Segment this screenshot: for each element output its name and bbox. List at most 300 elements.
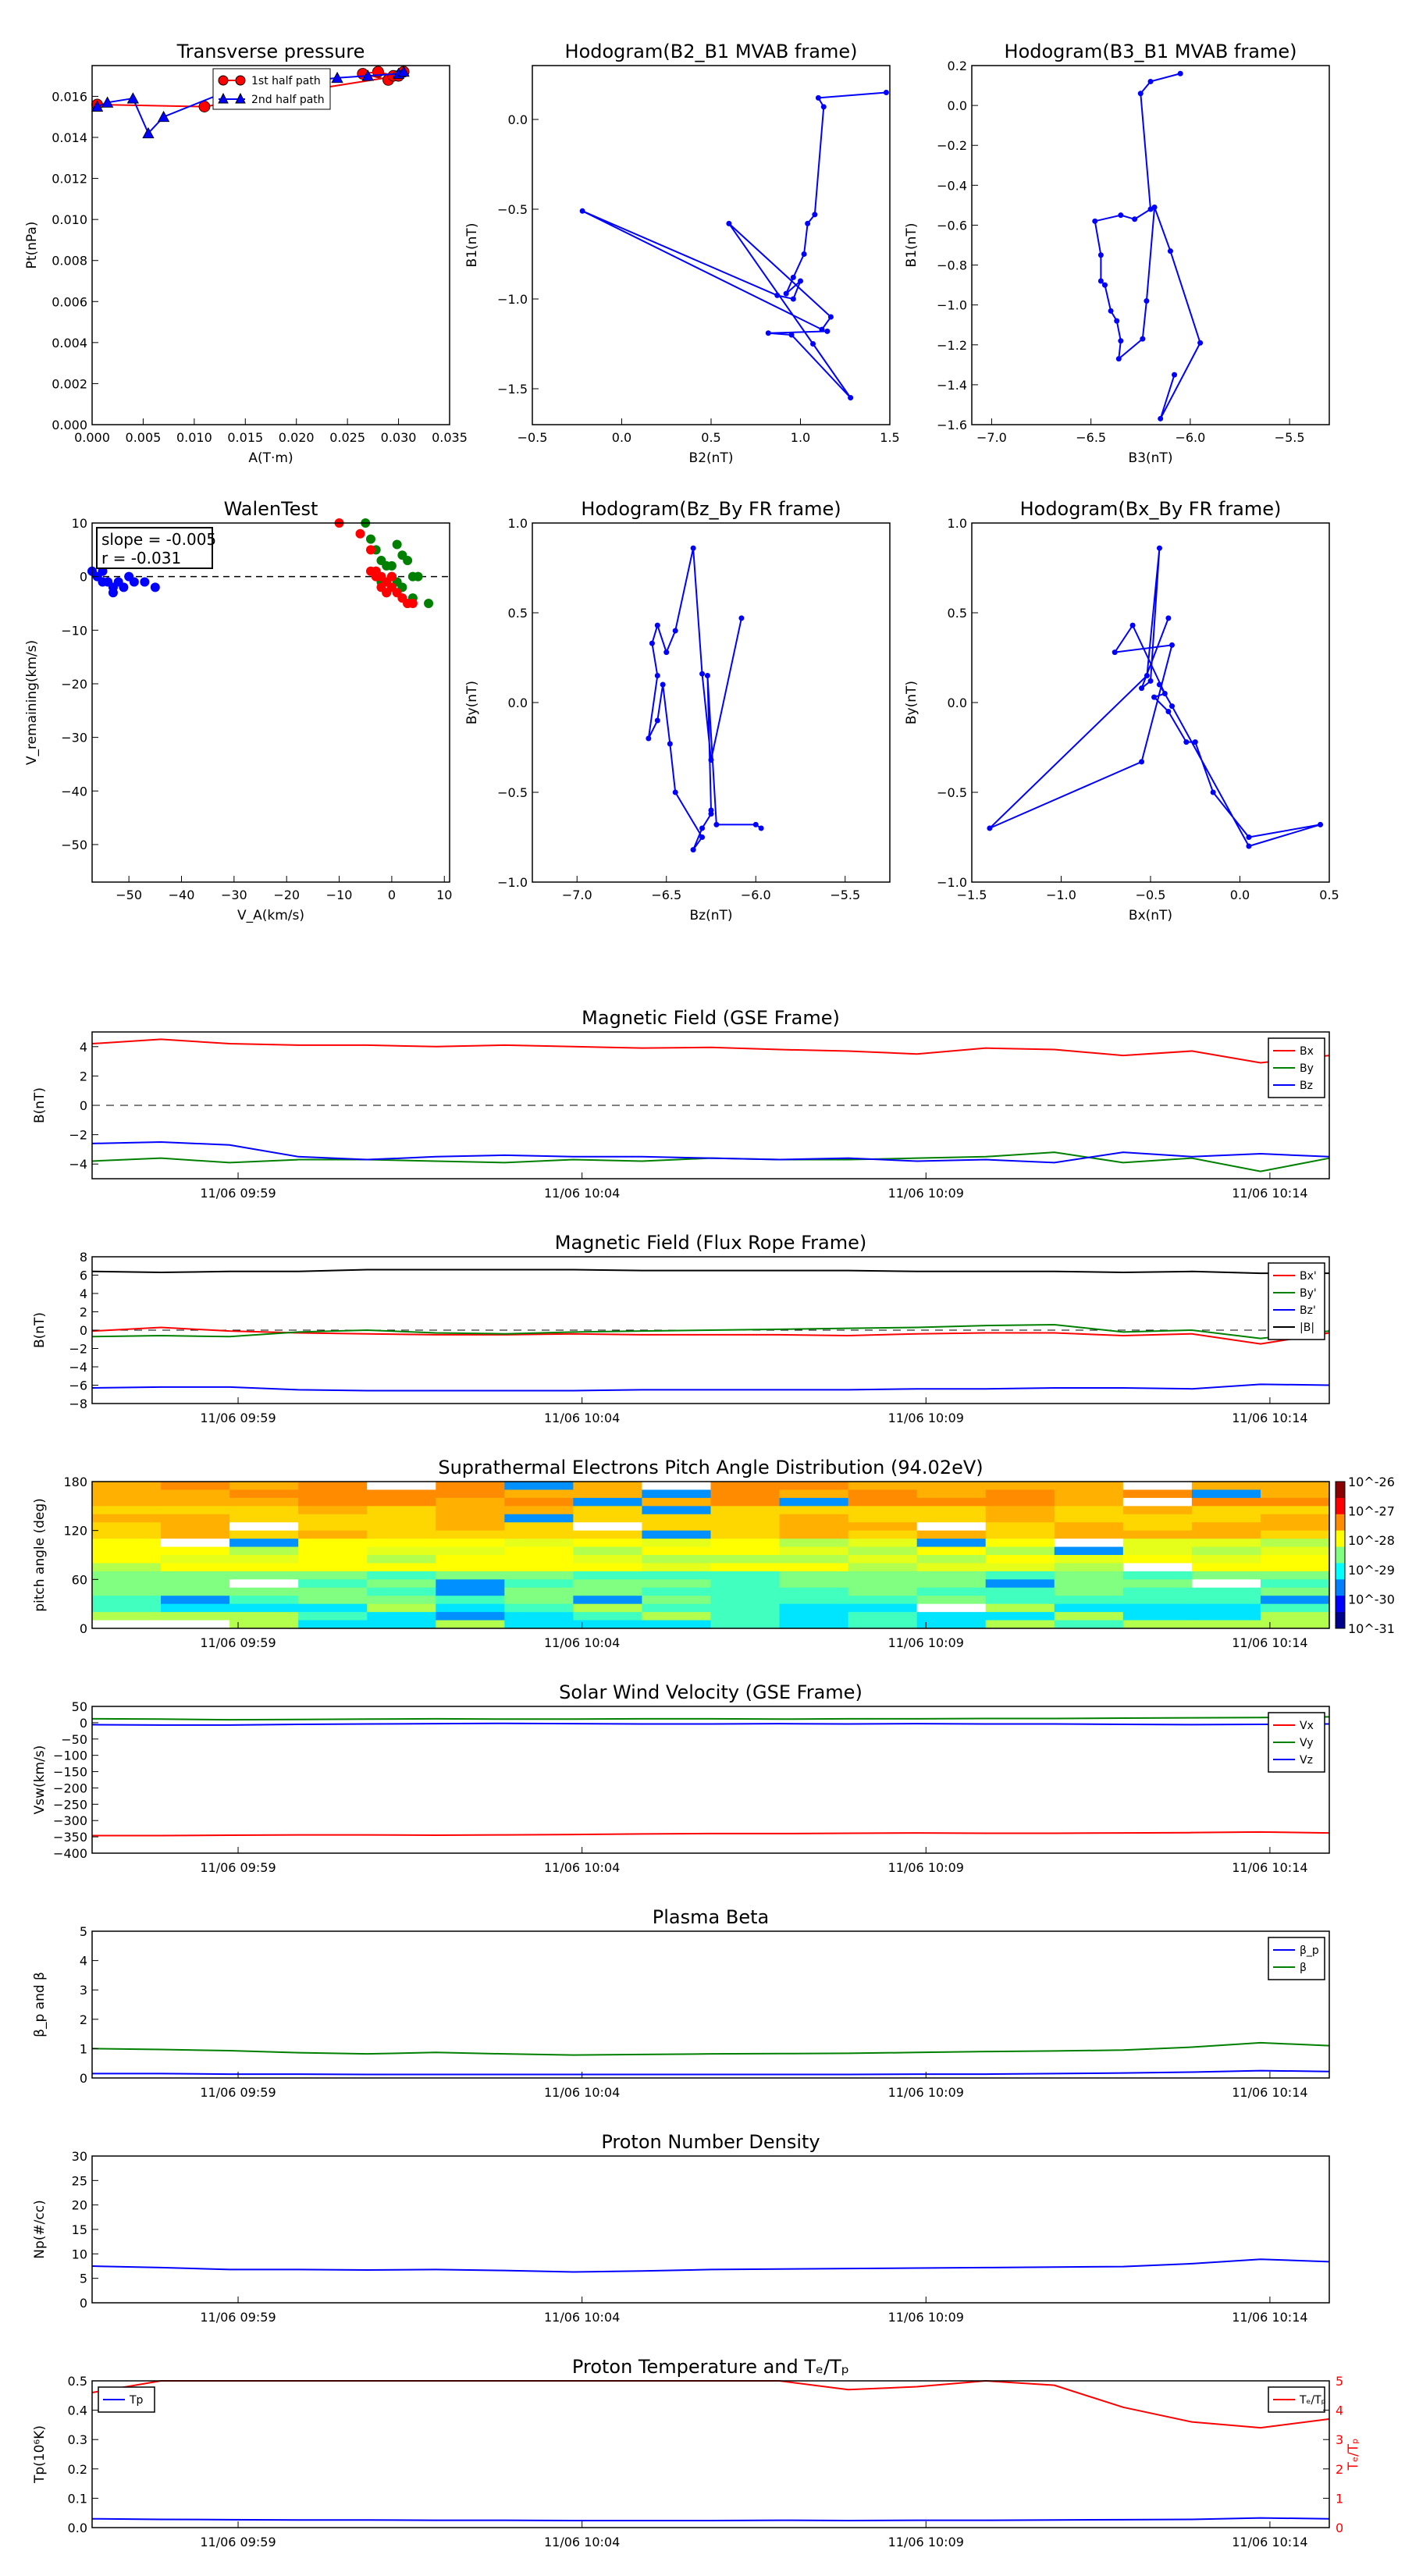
magfr-series-line [92, 1384, 1329, 1390]
h2-ytick-label: −0.4 [937, 178, 967, 194]
pad-heatmap-cell [848, 1596, 918, 1604]
pad-heatmap-cell [298, 1571, 368, 1580]
tp2-series-line [92, 2518, 1329, 2521]
tp-xlabel: A(T·m) [248, 450, 293, 466]
beta-ytick-label: 2 [79, 2012, 87, 2027]
tp-legend [213, 69, 330, 109]
tp2-ytick-label: 0.2 [67, 2461, 87, 2477]
pad-heatmap-cell [573, 1514, 642, 1523]
h3-hodogram-point [655, 673, 660, 678]
walen-annotation [97, 528, 216, 568]
pad-heatmap-cell [642, 1489, 711, 1498]
h4-axes-frame [972, 523, 1329, 882]
h1-hodogram-point [810, 341, 816, 347]
h2-hodogram-point [1114, 318, 1119, 324]
mag-ytick-label: −2 [69, 1127, 87, 1143]
tp-axes-frame [92, 66, 450, 425]
h3-ytick-label: 0.5 [507, 606, 528, 621]
pad-heatmap-cell [161, 1506, 230, 1514]
pad-heatmap-cell [848, 1482, 918, 1490]
h2-plot [1092, 71, 1203, 422]
tp-xtick-label: 0.000 [74, 430, 110, 445]
pad-heatmap-cell [573, 1571, 642, 1580]
walen-ylabel: V_remaining(km/s) [24, 639, 40, 766]
h1-hodogram-point [789, 333, 795, 338]
tp2-y2label: Tₑ/Tₚ [1346, 2438, 1361, 2471]
pad-heatmap-cell [1055, 1514, 1124, 1523]
pad-heatmap-cell [848, 1555, 918, 1564]
vsw-ytick-label: 50 [71, 1699, 87, 1714]
pad-colorbar-label: 10^-29 [1348, 1562, 1395, 1578]
pad-heatmap-cell [573, 1604, 642, 1613]
np-time-tick-label: 11/06 09:59 [200, 2310, 276, 2325]
np-ytick-label: 20 [71, 2197, 87, 2213]
mag-plot [92, 1039, 1329, 1171]
pad-heatmap-cell [917, 1604, 987, 1613]
mag-ylabel: B(nT) [32, 1087, 48, 1124]
pad-heatmap-cell [504, 1571, 574, 1580]
np-ylabel: Np(#/cc) [32, 2200, 48, 2259]
np-time-tick-label: 11/06 10:09 [887, 2310, 964, 2325]
h4-hodogram-point [1165, 709, 1171, 714]
pad-heatmap-cell [642, 1579, 711, 1588]
magfr-ytick-label: −2 [69, 1341, 87, 1357]
pad-heatmap-cell [161, 1604, 230, 1613]
h3-ytick-label: 1.0 [507, 516, 528, 531]
tp2-right-ytick-label: 4 [1336, 2403, 1344, 2418]
h1-xtick-label: 0.0 [611, 430, 632, 445]
h1-xtick-label: 1.5 [880, 430, 900, 445]
tp2-time-tick-label: 11/06 10:09 [887, 2535, 964, 2549]
mag-time-tick-label: 11/06 10:04 [544, 1186, 621, 1201]
pad-colorbar-segment [1336, 1596, 1345, 1612]
pad-heatmap-cell [1123, 1522, 1193, 1531]
h3-xtick-label: −6.0 [740, 888, 771, 902]
pad-heatmap-cell [1192, 1604, 1261, 1613]
pad-heatmap-cell [711, 1612, 781, 1621]
walen-xtick-label: 10 [436, 888, 453, 902]
pad-heatmap-cell [92, 1588, 162, 1596]
vsw-legend [1268, 1713, 1325, 1772]
pad-heatmap-cell [917, 1489, 987, 1498]
walen-point-green [403, 556, 412, 565]
h1-hodogram-point [766, 330, 771, 336]
tp-ytick-label: 0.012 [52, 171, 87, 187]
h4-hodogram-point [1169, 642, 1175, 648]
pad-heatmap-cell [1192, 1588, 1261, 1596]
walen-ytick-label: −10 [61, 623, 87, 639]
pad-heatmap-cell [298, 1506, 368, 1514]
pad-heatmap-cell [161, 1514, 230, 1523]
pad-heatmap-cell [229, 1571, 299, 1580]
pad-heatmap-cell [1261, 1571, 1330, 1580]
walen-point-blue [151, 582, 160, 592]
h1-hodogram-point [726, 221, 731, 226]
mag-legend-label: Bz [1300, 1080, 1313, 1092]
tp-xtick-label: 0.005 [125, 430, 162, 445]
pad-heatmap-cell [917, 1531, 987, 1539]
pad-heatmap-cell [436, 1482, 505, 1490]
pad-heatmap-cell [711, 1482, 781, 1490]
pad-heatmap-cell [161, 1498, 230, 1507]
h3-hodogram-point [738, 615, 744, 621]
h1-hodogram-point [784, 291, 789, 297]
h2-hodogram-point [1132, 216, 1137, 222]
beta-ylabel: β_p and β [32, 1972, 48, 2037]
beta-legend-label: β [1300, 1962, 1307, 1974]
pad-heatmap-cell [917, 1612, 987, 1621]
walen-xtick-label: −20 [273, 888, 301, 902]
mag-title: Magnetic Field (GSE Frame) [582, 1007, 840, 1029]
pad-heatmap-cell [504, 1555, 574, 1564]
pad-heatmap-cell [917, 1547, 987, 1556]
vsw-legend-label: Vz [1300, 1754, 1313, 1767]
pad-heatmap-cell [1055, 1547, 1124, 1556]
vsw-ytick-label: −150 [53, 1764, 87, 1780]
pad-heatmap-cell [711, 1514, 781, 1523]
pad-heatmap-cell [1261, 1506, 1330, 1514]
walen-point-red [387, 572, 397, 582]
pad-heatmap-cell [917, 1514, 987, 1523]
walen-xlabel: V_A(km/s) [237, 908, 305, 923]
pad-heatmap-cell [1055, 1506, 1124, 1514]
h4-hodogram-point [1144, 673, 1150, 678]
pad-heatmap-cell [504, 1621, 574, 1629]
magfr-legend [1268, 1263, 1325, 1340]
tp2-legend-label: Tp [130, 2394, 144, 2407]
pad-heatmap-cell [1055, 1612, 1124, 1621]
h3-hodogram-point [713, 822, 719, 827]
np-title: Proton Number Density [601, 2131, 820, 2153]
pad-heatmap-cell [436, 1621, 505, 1629]
h3-hodogram-point [753, 822, 759, 827]
h2-hodogram-line [1095, 73, 1200, 418]
np-plot [92, 2259, 1329, 2272]
pad-heatmap-cell [229, 1563, 299, 1571]
pad-heatmap-cell [161, 1482, 230, 1490]
pad-heatmap-cell [298, 1596, 368, 1604]
pad-heatmap-cell [1261, 1621, 1330, 1629]
pad-heatmap-cell [1055, 1604, 1124, 1613]
pad-heatmap-cell [229, 1621, 299, 1629]
pad-heatmap-cell [298, 1489, 368, 1498]
pad-heatmap-cell [298, 1621, 368, 1629]
h4-ytick-label: 0.5 [947, 606, 967, 621]
pad-heatmap-cell [780, 1514, 849, 1523]
pad-heatmap-cell [367, 1531, 436, 1539]
pad-heatmap-cell [986, 1563, 1055, 1571]
h3-hodogram-point [646, 736, 651, 742]
pad-colorbar-segment [1336, 1482, 1345, 1498]
pad-heatmap-cell [780, 1579, 849, 1588]
pad-heatmap-cell [780, 1506, 849, 1514]
h2-xtick-label: −7.0 [976, 430, 1007, 445]
pad-heatmap-cell [848, 1621, 918, 1629]
h1-hodogram-line [582, 93, 886, 398]
beta-ytick-label: 3 [79, 1983, 87, 1998]
pad-time-tick-label: 11/06 09:59 [200, 1635, 276, 1650]
h4-hodogram-point [1157, 682, 1162, 688]
tp-ytick-label: 0.004 [52, 335, 87, 350]
pad-heatmap-cell [780, 1489, 849, 1498]
pad-heatmap-cell [642, 1514, 711, 1523]
mag-legend-label: Bx [1300, 1045, 1314, 1058]
pad-heatmap-cell [573, 1579, 642, 1588]
mag-ytick-label: 2 [79, 1069, 87, 1084]
walen-xtick-label: −10 [325, 888, 353, 902]
tp2-right-legend-label: Tₑ/Tₚ [1300, 2394, 1326, 2407]
tp2-ylabel: Tp(10⁶K) [32, 2425, 48, 2484]
pad-heatmap-cell [92, 1571, 162, 1580]
pad-heatmap-cell [367, 1522, 436, 1531]
pad-heatmap-cell [1261, 1588, 1330, 1596]
pad-heatmap-cell [1055, 1596, 1124, 1604]
h2-hodogram-point [1108, 308, 1114, 314]
h1-plot [580, 90, 889, 400]
pad-colorbar-label: 10^-27 [1348, 1503, 1395, 1519]
pad-heatmap-cell [1261, 1579, 1330, 1588]
pad-heatmap-cell [436, 1489, 505, 1498]
pad-heatmap-cell [504, 1489, 574, 1498]
pad-heatmap-cell [642, 1555, 711, 1564]
magfr-series-line [92, 1325, 1329, 1339]
h4-xtick-label: −1.5 [956, 888, 987, 902]
h3-hodogram-point [705, 673, 710, 678]
h2-ytick-label: −1.2 [937, 337, 967, 353]
pad-heatmap-cell [1123, 1489, 1193, 1498]
beta-series-line [92, 2071, 1329, 2075]
pad-heatmap-cell [504, 1506, 574, 1514]
pad-heatmap-cell [92, 1604, 162, 1613]
h3-xtick-label: −6.5 [651, 888, 682, 902]
pad-heatmap-cell [92, 1596, 162, 1604]
vsw-plot [92, 1717, 1329, 1835]
beta-axes-frame [92, 1931, 1329, 2078]
h1-hodogram-point [848, 395, 853, 400]
pad-heatmap-cell [1123, 1482, 1193, 1490]
tp2-ytick-label: 0.3 [67, 2432, 87, 2448]
pad-heatmap-cell [298, 1563, 368, 1571]
tp2-ytick-label: 0.5 [67, 2374, 87, 2389]
pad-heatmap-cell [298, 1612, 368, 1621]
tp2-ytick-label: 0.1 [67, 2491, 87, 2507]
pad-heatmap-cell [986, 1539, 1055, 1547]
h3-hodogram-point [691, 847, 696, 852]
tp-xtick-label: 0.030 [380, 430, 417, 445]
pad-heatmap-cell [848, 1489, 918, 1498]
pad-heatmap-cell [436, 1539, 505, 1547]
pad-heatmap-cell [642, 1596, 711, 1604]
pad-heatmap-cell [711, 1531, 781, 1539]
np-time-tick-label: 11/06 10:14 [1232, 2310, 1308, 2325]
pad-heatmap-cell [1261, 1514, 1330, 1523]
pad-heatmap-cell [298, 1482, 368, 1490]
pad-heatmap-cell [436, 1506, 505, 1514]
pad-heatmap-cell [780, 1588, 849, 1596]
pad-heatmap-cell [848, 1506, 918, 1514]
pad-heatmap-cell [986, 1489, 1055, 1498]
pad-colorbar [1336, 1475, 1395, 1636]
tp2-right-legend [1268, 2387, 1326, 2412]
tp2-time-tick-label: 11/06 10:14 [1232, 2535, 1308, 2549]
h3-hodogram-point [649, 641, 655, 646]
vsw-ytick-label: −100 [53, 1748, 87, 1763]
pad-heatmap-cell [780, 1604, 849, 1613]
pad-plot [92, 1482, 1330, 1629]
mag-ytick-label: −4 [69, 1157, 87, 1172]
pad-heatmap-cell [1123, 1596, 1193, 1604]
pad-heatmap-cell [1261, 1482, 1330, 1490]
pad-ytick-label: 60 [71, 1572, 87, 1588]
mag-time-tick-label: 11/06 09:59 [200, 1186, 276, 1201]
pad-ylabel: pitch angle (deg) [32, 1498, 48, 1612]
pad-heatmap-cell [367, 1514, 436, 1523]
h4-hodogram-point [1183, 739, 1189, 745]
h3-hodogram-point [660, 682, 666, 688]
tp2-plot [92, 2381, 1329, 2521]
pad-heatmap-cell [780, 1596, 849, 1604]
pad-colorbar-segment [1336, 1531, 1345, 1547]
pad-heatmap-cell [780, 1531, 849, 1539]
pad-heatmap-cell [436, 1588, 505, 1596]
pad-heatmap-cell [848, 1547, 918, 1556]
pad-heatmap-cell [573, 1531, 642, 1539]
walen-title: WalenTest [223, 498, 318, 520]
np-axes-frame [92, 2156, 1329, 2303]
h2-ytick-label: −0.6 [937, 218, 967, 233]
pad-heatmap-cell [711, 1498, 781, 1507]
pad-heatmap-cell [1261, 1555, 1330, 1564]
vsw-legend-label: Vx [1300, 1720, 1314, 1732]
tp2-right-ytick-label: 0 [1336, 2521, 1344, 2535]
tp-ytick-label: 0.008 [52, 253, 87, 269]
walen-ytick-label: −50 [61, 837, 87, 852]
h3-hodogram-point [709, 757, 714, 763]
pad-heatmap-cell [711, 1506, 781, 1514]
pad-heatmap-cell [92, 1506, 162, 1514]
h1-hodogram-point [824, 329, 830, 334]
pad-heatmap-cell [161, 1579, 230, 1588]
pad-heatmap-cell [92, 1482, 162, 1490]
h4-plot [987, 546, 1323, 849]
magfr-ytick-label: 8 [79, 1250, 87, 1265]
walen-point-green [424, 599, 433, 608]
pad-heatmap-cell [504, 1604, 574, 1613]
h4-hodogram-point [1162, 691, 1168, 696]
pad-heatmap-cell [161, 1522, 230, 1531]
magfr-ylabel: B(nT) [32, 1311, 48, 1349]
pad-heatmap-cell [1192, 1571, 1261, 1580]
beta-series-line [92, 2043, 1329, 2055]
pad-heatmap-cell [504, 1482, 574, 1490]
pad-heatmap-cell [1192, 1489, 1261, 1498]
h3-ytick-label: −1.0 [497, 875, 528, 890]
h2-hodogram-point [1158, 416, 1163, 422]
h2-hodogram-point [1092, 219, 1097, 224]
pad-heatmap-cell [986, 1612, 1055, 1621]
pad-heatmap-cell [642, 1506, 711, 1514]
magfr-title: Magnetic Field (Flux Rope Frame) [554, 1232, 867, 1254]
pad-heatmap-cell [573, 1522, 642, 1531]
h1-ylabel: B1(nT) [464, 222, 480, 268]
tp-xtick-label: 0.035 [432, 430, 468, 445]
pad-heatmap-cell [780, 1555, 849, 1564]
h4-title: Hodogram(Bx_By FR frame) [1019, 498, 1282, 520]
tp2-ytick-label: 0.4 [67, 2403, 87, 2418]
np-ytick-label: 15 [71, 2222, 87, 2237]
walen-ytick-label: 0 [79, 569, 87, 585]
walen-point-red [408, 599, 418, 608]
pad-heatmap-cell [1123, 1571, 1193, 1580]
magfr-ytick-label: −4 [69, 1360, 87, 1375]
pad-heatmap-cell [1261, 1563, 1330, 1571]
pad-heatmap-cell [711, 1555, 781, 1564]
h1-hodogram-point [828, 315, 834, 320]
pad-heatmap-cell [298, 1514, 368, 1523]
tp2-legend [98, 2387, 155, 2412]
tp2-title: Proton Temperature and Tₑ/Tₚ [571, 2356, 850, 2378]
pad-heatmap-cell [1261, 1498, 1330, 1507]
pad-heatmap-cell [1192, 1522, 1261, 1531]
h2-xtick-label: −6.0 [1175, 430, 1206, 445]
pad-heatmap-cell [1192, 1482, 1261, 1490]
h3-ylabel: By(nT) [464, 680, 480, 725]
pad-heatmap-cell [848, 1604, 918, 1613]
pad-heatmap-cell [642, 1498, 711, 1507]
h1-hodogram-point [819, 327, 824, 333]
vsw-time-tick-label: 11/06 09:59 [200, 1860, 276, 1875]
pad-heatmap-cell [642, 1588, 711, 1596]
pad-heatmap-cell [229, 1539, 299, 1547]
h4-ylabel: By(nT) [904, 680, 919, 725]
np-ytick-label: 0 [79, 2296, 87, 2311]
pad-heatmap-cell [986, 1531, 1055, 1539]
pad-heatmap-cell [986, 1621, 1055, 1629]
pad-heatmap-cell [504, 1612, 574, 1621]
pad-colorbar-segment [1336, 1612, 1345, 1628]
h2-hodogram-point [1140, 336, 1145, 342]
magfr-ytick-label: 0 [79, 1323, 87, 1338]
h2-ytick-label: 0.2 [947, 59, 967, 73]
pad-heatmap-cell [642, 1522, 711, 1531]
h2-xtick-label: −5.5 [1274, 430, 1305, 445]
pad-heatmap-cell [848, 1563, 918, 1571]
pad-heatmap-cell [92, 1621, 162, 1629]
h3-xlabel: Bz(nT) [689, 908, 733, 923]
pad-heatmap-cell [229, 1547, 299, 1556]
vsw-ytick-label: −50 [61, 1731, 87, 1747]
pad-heatmap-cell [573, 1596, 642, 1604]
pad-heatmap-cell [711, 1571, 781, 1580]
pad-heatmap-cell [504, 1522, 574, 1531]
pad-heatmap-cell [848, 1531, 918, 1539]
mag-series-line [92, 1152, 1329, 1171]
pad-heatmap-cell [848, 1514, 918, 1523]
beta-time-tick-label: 11/06 10:14 [1232, 2085, 1308, 2100]
pad-heatmap-cell [1055, 1579, 1124, 1588]
pad-heatmap-cell [298, 1555, 368, 1564]
np-series-line [92, 2259, 1329, 2272]
pad-heatmap-cell [504, 1563, 574, 1571]
h1-ytick-label: 0.0 [507, 112, 528, 127]
pad-ytick-label: 180 [63, 1475, 87, 1489]
vsw-title: Solar Wind Velocity (GSE Frame) [559, 1681, 863, 1703]
beta-plot [92, 2043, 1329, 2075]
beta-ytick-label: 4 [79, 1953, 87, 1969]
pad-heatmap-cell [1261, 1596, 1330, 1604]
mag-legend-label: By [1300, 1062, 1314, 1075]
pad-heatmap-cell [780, 1563, 849, 1571]
